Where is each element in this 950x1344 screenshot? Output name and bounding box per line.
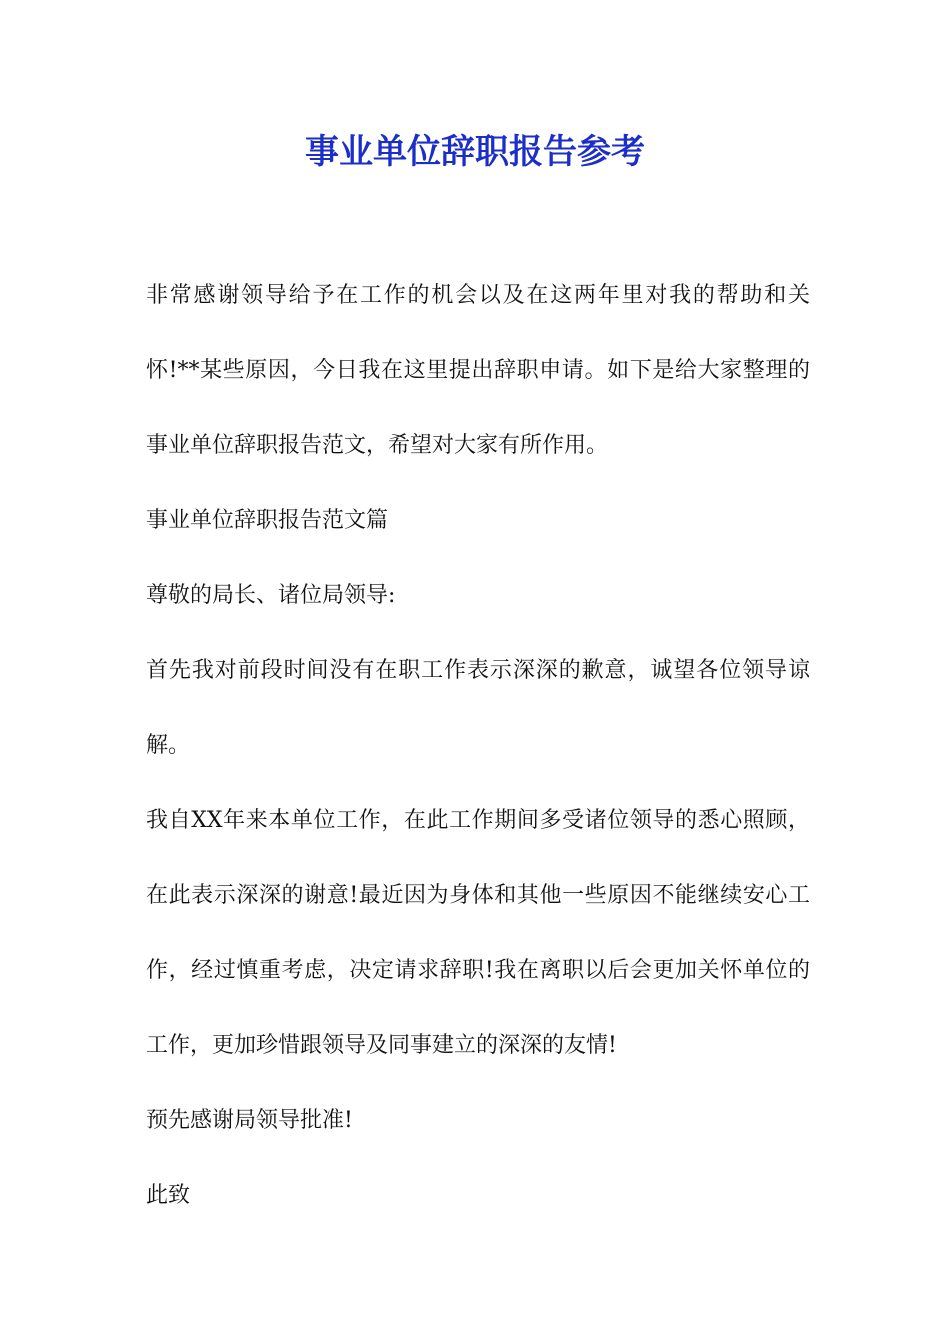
document-title: 事业单位辞职报告参考: [305, 132, 645, 172]
paragraph-salutation: 尊敬的局长、诸位局领导:: [146, 583, 396, 608]
document-body: [146, 258, 810, 1233]
paragraph-closing: 此致: [146, 1183, 191, 1208]
paragraph-main: 我自XX年来本单位工作，在此工作期间多受诸位领导的悉心照顾，在此表示深深的谢意!最近因为身体和其他一些原因不能继续安心工作，经过慎重考虑，决定请求辞职!我在离职以后会更加关怀单位的工作，更加珍惜跟领导及同事建立的深深的友情!: [146, 808, 810, 1058]
paragraph-apology: 首先我对前段时间没有在职工作表示深深的歉意，诚望各位领导谅解。: [146, 658, 810, 758]
paragraph-thanks: 预先感谢局领导批准!: [146, 1108, 353, 1133]
paragraph-section-heading: 事业单位辞职报告范文篇: [146, 508, 389, 533]
paragraph-intro: 非常感谢领导给予在工作的机会以及在这两年里对我的帮助和关怀!**某些原因，今日我在这里提出辞职申请。如下是给大家整理的事业单位辞职报告范文，希望对大家有所作用。: [146, 283, 810, 458]
